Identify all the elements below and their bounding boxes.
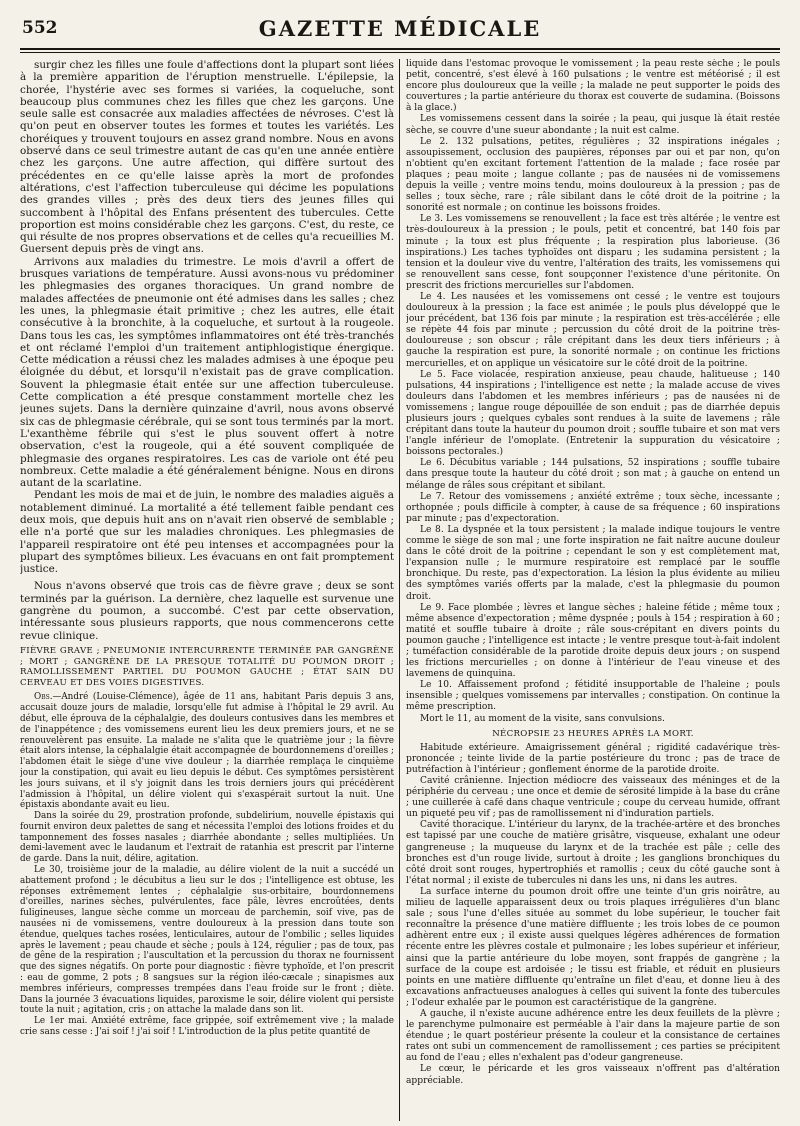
obs-lead: Obs. [34,692,53,703]
paragraph: Le 5. Face violacée, respiration anxieuse, peau chaude, halitueuse ; 140 pulsations, 44 inspirations ; l'intelligence est nette ; la malade accuse de vives douleurs dans l'abdomen et les membres inférieurs ; pas de nausées ni de vomissemens ; langue rouge dépouillée de son enduit ; pas de diarrhée depuis plusieurs jours ; quelques cybales sont rendues à la suite de lavemens ; râle crépitant dans toute la hauteur du poumon droit ; souffle tubaire et son mat vers l'angle inférieur de l'omoplate. (Entretenir la suppuration du vésicatoire ; boissons pectorales.) [406,369,780,458]
paragraph: Le 8. La dyspnée et la toux persistent ; la malade indique toujours le ventre comme le siège de son mal ; une forte inspiration ne fait naître aucune douleur dans le côté droit de la poitrine ; cependant le son y est complètement mat, l'expansion nulle ; le murmure respiratoire est remplacé par le souffle bronchique. Du reste, pas d'expectoration. La lésion la plus évidente au milieu des symptômes variés offerts par la malade, c'est la phlegmasie du poumon droit. [406,524,780,602]
column-divider [399,59,400,1121]
paragraph: Cavité crânienne. Injection médiocre des vaisseaux des méninges et de la périphérie du cerveau ; une once et demie de sérosité limpide à la base du crâne ; une cuillerée à café dans chaque ventricule ; coupe du cerveau humide, offrant un piqueté peu vif ; pas de ramollissement ni d'induration partiels. [406,776,780,820]
paragraph: Nous n'avons observé que trois cas de fièvre grave ; deux se sont terminés par la guérison. La dernière, chez laquelle est survenue une gangrène du poumon, a succombé. C'est par cette observation, intéressante sous plusieurs rapports, que nous commencerons cette revue clinique. [20,580,394,642]
header-rule [20,52,780,53]
page-header [20,12,780,50]
paragraph: Le cœur, le péricarde et les gros vaisseaux n'offrent pas d'altération appréciable. [406,1064,780,1086]
paragraph: Le 7. Retour des vomissemens ; anxiété extrême ; toux sèche, incessante ; orthopnée ; pouls difficile à compter, à cause de sa fréquence ; 60 inspirations par minute ; pas d'expectoration. [406,491,780,524]
page-number: 552 [22,18,58,38]
paragraph: La surface interne du poumon droit offre une teinte d'un gris noirâtre, au milieu de laquelle apparaissent deux ou trois plaques irrégulières d'un blanc sale ; sous l'une d'elles située au sommet du lobe supérieur, le toucher fait reconnaître la présence d'une matière diffluente ; les trois lobes de ce poumon adhèrent entre eux ; il existe aussi quelques légères adhérences de formation récente entre les plèvres costale et pulmonaire ; les lobes supérieur et inférieur, ainsi que la partie antérieure du lobe moyen, sont frappés de gangrène ; la surface de la coupe est ardoisée ; le tissu est friable, et réduit en plusieurs points en une matière diffluente qu'entraîne un filet d'eau, et donne lieu à des excavations anfractueuses analogues à celles qui suivent la fonte des tubercules ; l'odeur exhalée par le poumon est caractéristique de la gangrène. [406,886,780,1008]
case-title: FIÈVRE GRAVE ; PNEUMONIE INTERCURRENTE TERMINÉE PAR GANGRÈNE ; MORT ; GANGRÈNE DE LA PRESQUE TOTALITÉ DU POUMON DROIT ; RAMOLLISSEMENT PARTIEL DU POUMON GAUCHE ; ÉTAT SAIN DU CERVEAU ET DES VOIES DIGESTIVES. [20,645,394,688]
paragraph: Habitude extérieure. Amaigrissement général ; rigidité cadavérique très-prononcée ; teinte livide de la partie postérieure du tronc ; pas de trace de putréfaction à l'intérieur ; gonflement énorme de la parotide droite. [406,742,780,775]
necropsy-title: NÉCROPSIE 23 HEURES APRÈS LA MORT. [492,728,694,739]
paragraph: Le 3. Les vomissemens se renouvellent ; la face est très altérée ; le ventre est très-douloureux à la pression ; le pouls, petit et concentré, bat 140 fois par minute ; la toux est plus fréquente ; la respiration plus laborieuse. (36 inspirations.) Les taches typhoïdes ont disparu ; les sudamina persistent ; la tension et la douleur vive du ventre, l'altération des traits, les vomissemens qui se renouvellent sans cesse, font soupçonner l'existence d'une péritonite. On prescrit des frictions mercurielles sur l'abdomen. [406,214,780,291]
paragraph: liquide dans l'estomac provoque le vomissement ; la peau reste sèche ; le pouls petit, concentré, s'est élevé à 160 pulsations ; le ventre est météorisé ; il est encore plus douloureux que la veille ; la malade ne peut supporter le poids des couvertures ; la partie antérieure du thorax est couverte de sudamina. (Boissons à la glace.) [406,59,780,114]
paragraph: Arrivons aux maladies du trimestre. Le mois d'avril a offert de brusques variations de température. Aussi avons-nous vu prédominer les phlegmasies des organes thoraciques. Un grand nombre de malades affectées de pneumonie ont été admises dans les salles ; chez les unes, la phlegmasie était primitive ; chez les autres, elle était consécutive à la bronchite, à la coqueluche, et surtout à la rougeole. Dans tous les cas, les symptômes inflammatoires ont été très-tranchés et ont réclamé l'emploi d'un traitement antiphlogistique énergique. Cette médication a réussi chez les malades admises à une époque peu éloignée du début, et lorsqu'il n'existait pas de grave complication. Souvent la phlegmasie était entée sur une affection tuberculeuse. Cette complication a été presque constamment mortelle chez les jeunes sujets. Dans la dernière quinzaine d'avril, nous avons observé six cas de phlegmasie cérébrale, qui se sont tous terminés par la mort. L'exanthème fébrile qui s'est le plus souvent offert à notre observation, c'est la rougeole, qui a été souvent compliquée de phlegmasie des organes respiratoires. Les cas de variole ont été peu nombreux. Cette maladie a été généralement bénigne. Nous en dirons autant de la scarlatine. [20,255,394,490]
paragraph: Le 30, troisième jour de la maladie, au délire violent de la nuit a succédé un abattement profond ; le décubitus a lieu sur le dos ; l'intelligence est obtuse, les réponses extrêmement lentes ; céphalalgie sus-orbitaire, bourdonnemens d'oreilles, narines sèches, pulvérulentes, face pâle, lèvres encroûtées, dents fuligineuses, langue sèche comme un morceau de parchemin, soif vive, pas de nausées ni de vomissemens, ventre douloureux à la pression dans toute son étendue, quelques taches rosées, lenticulaires, autour de l'ombilic ; selles liquides après le lavement ; peau chaude et sèche ; pouls à 124, régulier ; pas de toux, pas de gêne de la respiration ; l'auscultation et la percussion du thorax ne fournissent que des signes négatifs. On porte pour diagnostic : fièvre typhoïde, et l'on prescrit : eau de gomme, 2 pots ; 8 sangsues sur la région iléo-cæcale ; sinapismes aux membres inférieurs, compresses trempées dans l'eau froide sur le front ; diète. Dans la journée 3 évacuations liquides, paroxisme le soir, délire violent qui persiste toute la nuit ; agitation, cris ; on attache la malade dans son lit. [20,865,394,1016]
paragraph: Pendant les mois de mai et de juin, le nombre des maladies aiguës a notablement diminué. La mortalité a été tellement faible pendant ces deux mois, que depuis huit ans on n'avait rien observé de semblable ; elle n'a porté que sur les maladies chroniques. Les phlegmasies de l'appareil respiratoire ont été peu intenses et accompagnées pour la plupart des symptômes bilieux. Les évacuans en ont fait promptement justice. [20,489,394,576]
paragraph: Le 2. 132 pulsations, petites, régulières ; 32 inspirations inégales ; assoupissement, occlusion des paupières, réponses par oui et par non, qu'on n'obtient qu'en excitant fortement l'attention de la malade ; face rosée par plaques ; peau moite ; langue collante ; pas de nausées ni de vomissemens depuis la veille ; ventre moins tendu, moins douloureux à la pression ; pas de selles ; toux sèche, rare ; râle sibilant dans le côté droit de la poitrine ; la sonorité est normale ; on continue les boissons froides. [406,136,780,214]
paragraph: A gauche, il n'existe aucune adhérence entre les deux feuillets de la plèvre ; le parenchyme pulmonaire est perméable à l'air dans la majeure partie de son étendue ; le quart postérieur présente la couleur et la consistance de certaines rates ont subi un commencement de ramollissement ; ces parties se précipitent au fond de l'eau ; elles n'exhalent pas d'odeur gangreneuse. [406,1008,780,1064]
text-columns [20,59,780,1121]
obs-text: —André (Louise-Clémence), âgée de 11 ans, habitant Paris depuis 3 ans, accusait douze jours de maladie, lorsqu'elle fut admise à l'hôpital le 29 avril. Au début, elle éprouva de la céphalalgie, des douleurs contusives dans les membres et de l'inappétence ; des vomissemens eurent lieu les deux premiers jours, et ne se renouvelèrent pas ensuite. La malade ne s'alita que le quatrième jour ; la fièvre était alors intense, la céphalalgie était accompagnée de bourdonnemens d'oreilles ; l'abdomen était le siège d'une vive douleur ; la diarrhée remplaça le cinquième jour la constipation, qui avait eu lieu depuis le début. Ces symptômes persistèrent les jours suivans, et il s'y joignit dans les trois derniers jours qui précédèrent l'admission à l'hôpital, un délire violent qui s'exaspérait surtout la nuit. Une épistaxis abondante avait eu lieu. [20,692,394,811]
right-column [406,59,780,1121]
paragraph: Le 9. Face plombée ; lèvres et langue sèches ; haleine fétide ; même toux ; même absence d'expectoration ; même dyspnée ; pouls à 154 ; respiration à 60 ; matité et souffle tubaire à droite ; râle sous-crépitant en divers points du poumon gauche ; l'intelligence est intacte ; le ventre presque tout-à-fait indolent ; tuméfaction considérable de la parotide droite depuis deux jours ; on suspend les frictions mercurielles ; on donne à l'intérieur de l'eau vineuse et des lavemens de quinquina. [406,602,780,680]
paragraph: Le 4. Les nausées et les vomissemens ont cessé ; le ventre est toujours douloureux à la pression ; la face est animée ; le pouls plus développé que le jour précédent, bat 136 fois par minute ; la respiration est très-accélérée ; elle se répète 44 fois par minute ; percussion du côté droit de la poitrine très-douloureuse ; son obscur ; râle crépitant dans les deux tiers inférieurs ; à gauche la respiration est pure, la sonorité normale ; on continue les frictions mercurielles, et on applique un vésicatoire sur le côté droit de la poitrine. [406,291,780,369]
masthead-title: GAZETTE MÉDICALE [258,16,542,41]
paragraph: Le 10. Affaissement profond ; fétidité insupportable de l'haleine ; pouls insensible ; quelques vomissemens par intervalles ; constipation. On continue la même prescription. [406,680,780,713]
paragraph: surgir chez les filles une foule d'affections dont la plupart sont liées à la première apparition de l'éruption menstruelle. L'épilepsie, la chorée, l'hystérie avec ses formes si variées, la coqueluche, sont beaucoup plus communes chez les filles que chez les garçons. Une seule salle est consacrée aux maladies affectées de névroses. C'est là qu'on peut en observer toutes les formes et toutes les variétés. Les choréiques y trouvent toujours en assez grand nombre. Nous en avons observé dans ce seul trimestre autant de cas qu'en une année entière chez les garçons. Une autre affection, qui diffère surtout des précédentes en ce qu'elle laisse après la mort de profondes altérations, c'est l'affection tuberculeuse qui décime les populations des grandes villes ; près des deux tiers des jeunes filles qui succombent à l'hôpital des Enfans présentent des tubercules. Cette proportion est moins considérable chez les garçons. C'est, du reste, ce qui résulte de nos propres observations et de celles qu'a recueillies M. Guersent depuis près de vingt ans. [20,59,394,256]
paragraph: Le 1er mai. Anxiété extrême, face grippée, soif extrêmement vive ; la malade crie sans cesse : J'ai soif ! j'ai soif ! L'introduction de la plus petite quantité de [20,1016,394,1038]
left-column [20,59,394,1121]
observation-paragraph [20,692,394,811]
paragraph: Cavité thoracique. L'intérieur du larynx, de la trachée-artère et des bronches est tapissé par une couche de matière grisâtre, visqueuse, exhalant une odeur gangreneuse ; la muqueuse du larynx et de la trachée est pâle ; celle des bronches est d'un rouge livide, surtout à droite ; les ganglions bronchiques du côté droit sont rouges, hypertrophiés et ramollis ; ceux du côté gauche sont à l'état normal ; il existe de tubercules ni dans les uns, ni dans les autres. [406,820,780,886]
paragraph: Les vomissemens cessent dans la soirée ; la peau, qui jusque là était restée sèche, se couvre d'une sueur abondante ; la nuit est calme. [406,114,780,136]
paragraph: Mort le 11, au moment de la visite, sans convulsions. [420,713,665,724]
paragraph: Le 6. Décubitus variable ; 144 pulsations, 52 inspirations ; souffle tubaire dans presque toute la hauteur du côté droit ; son mat ; à gauche on entend un mélange de râles sous crépitant et sibilant. [406,458,780,491]
paragraph: Dans la soirée du 29, prostration profonde, subdelirium, nouvelle épistaxis qui fournit environ deux palettes de sang et nécessita l'emploi des lotions froides et du tamponnement des fosses nasales ; diarrhée abondante ; selles multipliées. Un demi-lavement avec le laudanum et l'extrait de ratanhia est prescrit par l'interne de garde. Dans la nuit, délire, agitation. [20,811,394,865]
